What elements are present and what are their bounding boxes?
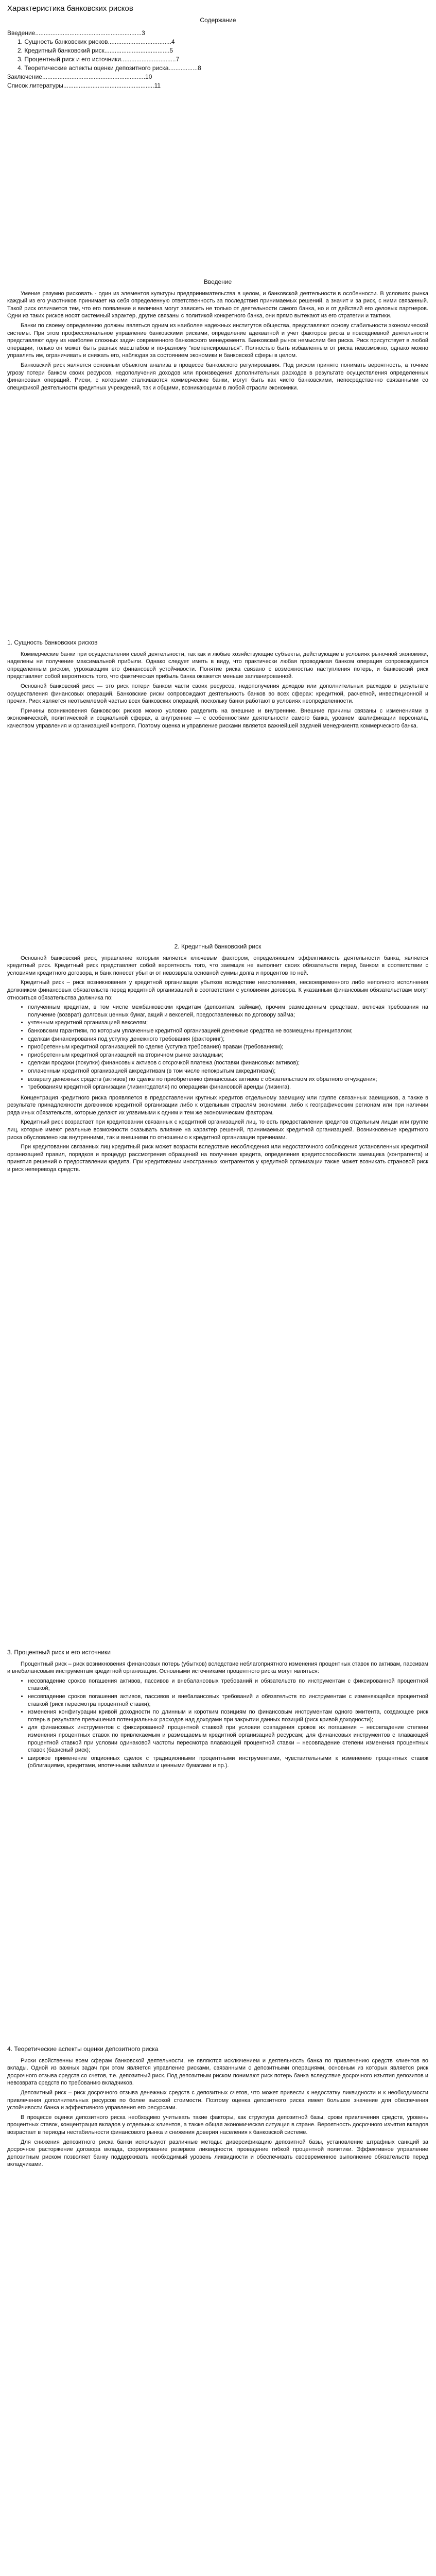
- list-item: • банковским гарантиям, по которым уплаченные кредитной организацией денежные средства не возмещены принципалом;: [28, 1027, 428, 1035]
- document-title: Характеристика банковских рисков: [7, 4, 133, 13]
- list-item: • сделкам продажи (покупки) финансовых активов с отсрочкой платежа (поставки финансовых активов);: [28, 1059, 428, 1067]
- intro-section: [7, 278, 428, 394]
- list-item: • требованиям кредитной организации (лизингодателя) по операциям финансовой аренды (лизинга).: [28, 1083, 428, 1091]
- table-of-contents: [7, 29, 265, 90]
- toc-entry: [7, 73, 265, 81]
- toc-entry-page: 10: [145, 73, 152, 80]
- list-item: • приобретенным кредитной организацией по сделке (уступка требования) правам (требованиям);: [28, 1043, 428, 1051]
- toc-entry-page: 8: [198, 64, 201, 72]
- toc-entry-label: 4. Теоретические аспекты оценки депозитного риска: [18, 64, 169, 72]
- section-3-intro: [7, 1660, 428, 1675]
- toc-entry: [7, 64, 265, 73]
- paragraph: Банки по своему определению должны являться одним из наиболее надежных институтов общества, представляют основу стабильности экономической системы. При этом профессиональное управление банковскими рисками, определение адекватной и учет факторов риска в повседневной деятельности представляют одну из наиболее сложных задач современного банковского менеджмента. Банковский рынок немыслим без риска. Риск присутствует в любой операции, только он может быть разных масштабов и по-разному "компенсироваться". Полностью быть избавленным от риска невозможно, однако можно управлять им, ограничивать и снижать его, наблюдая за состоянием экономики и банковской сферы в целом.: [7, 322, 428, 359]
- toc-dot-leader: ......................................: [104, 47, 170, 54]
- paragraph: Причины возникновения банковских рисков можно условно разделить на внешние и внутренние. Внешние причины связаны с изменениями в экономической, политической и социальной сферах, а внутренние — с особенностями деятельности самого банка, уровнем квалификации персонала, качеством управления и организацией контроля. Поэтому оценка и управление рисками является важнейшей задачей менеджмента коммерческого банка.: [7, 707, 428, 729]
- paragraph: Для снижения депозитного риска банки используют различные методы: диверсификацию депозитной базы, установление штрафных санкций за досрочное расторжение договора вклада, формирование резервов ликвидности, проведение гибкой процентной политики. Эффективное управление депозитным риском позволяет банку поддерживать необходимый уровень ликвидности и обеспечивать своевременное выполнение обязательств перед вкладчиками.: [7, 2139, 428, 2168]
- toc-entry-label: 2. Кредитный банковский риск: [18, 47, 104, 54]
- toc-dot-leader: .....................................................: [63, 82, 154, 89]
- list-item: • несовпадение сроков погашения активов, пассивов и внебалансовых требований и обязательств по инструментам с фиксированной процентной ставкой;: [28, 1677, 428, 1692]
- section-4: [7, 2045, 428, 2171]
- toc-entry-page: 3: [142, 29, 145, 37]
- section-1-body: [7, 651, 428, 730]
- list-item: • возврату денежных средств (активов) по сделке по приобретению финансовых активов с обязательством их обратного отчуждения;: [28, 1076, 428, 1083]
- toc-entry-page: 11: [154, 82, 161, 89]
- paragraph: Умение разумно рисковать - один из элементов культуры предпринимательства в целом, и банковской деятельности в особенности. В условиях рынка каждый из его участников принимает на себя определенную ответственность за последствия принимаемых решений, а значит и за риск, с ними связанный. Такой риск отличается тем, что его появление и величина могут зависеть не только от деятельности самого банка, но и от действий его деловых партнеров. Одни из таких рисков носят системный характер, другие связаны с политикой конкретного банка, они прямо вытекают из его стратегии и тактики.: [7, 290, 428, 319]
- section-1: [7, 639, 428, 732]
- section-4-heading: 4. Теоретические аспекты оценки депозитного риска: [7, 2045, 159, 2053]
- section-2-list: [7, 1004, 428, 1091]
- list-item: • изменения конфигурации кривой доходности по длинным и коротким позициям по финансовым инструментам одного эмитента, создающее риск потерь в результате превышения потенциальных расходов над доходами при закрытии данных позиций (риск кривой доходности);: [28, 1708, 428, 1723]
- toc-dot-leader: ..............................................................: [35, 29, 142, 37]
- paragraph: Основной банковский риск, управление которым является ключевым фактором, определяющим эффективность деятельности банка, является кредитный риск. Кредитный риск представляет собой вероятность того, что заемщик не выполнит своих обязательств перед банком в соответствии с условиями кредитного договора, и банк понесет убытки от невозврата основной суммы долга и процентов по ней.: [7, 955, 428, 976]
- toc-entry: [7, 81, 265, 90]
- list-item: • приобретенным кредитной организацией на вторичном рынке закладным;: [28, 1052, 428, 1059]
- paragraph: Депозитный риск – риск досрочного отзыва денежных средств с депозитных счетов, что может привести к недостатку ликвидности и к необходимости привлечения дополнительных ресурсов по более высокой стоимости. Поэтому оценка депозитного риска имеет большое значение для обеспечения устойчивости банка и эффективного управления его ресурсами.: [7, 2089, 428, 2111]
- section-2: [7, 943, 428, 1176]
- paragraph: В процессе оценки депозитного риска необходимо учитывать такие факторы, как структура депозитной базы, сроки привлечения средств, уровень процентных ставок, концентрация вкладов у отдельных клиентов, а также общая экономическая ситуация в стране. Вероятность досрочного изъятия вкладов возрастает в периоды нестабильности финансового рынка и снижения доверия населения к банковской системе.: [7, 2114, 428, 2136]
- toc-entry-label: 3. Процентный риск и его источники: [18, 56, 121, 63]
- section-2-heading: 2. Кредитный банковский риск: [174, 943, 261, 950]
- section-4-body: [7, 2057, 428, 2168]
- list-item: • сделкам финансирования под уступку денежного требования (факторинг);: [28, 1036, 428, 1043]
- section-3: [7, 1649, 428, 1773]
- toc-entry-page: 5: [169, 47, 173, 54]
- intro-heading: Введение: [203, 278, 232, 285]
- list-item: • полученным кредитам, в том числе межбанковским кредитам (депозитам, займам), прочим размещенным средствам, включая требования на получение (возврат) долговых ценных бумаг, акций и векселей, предоставленных по договору займа;: [28, 1004, 428, 1019]
- toc-entry: [7, 55, 265, 64]
- section-2-continued: [7, 1094, 428, 1174]
- list-item: • оплаченным кредитной организацией аккредитивам (в том числе непокрытым аккредитивам);: [28, 1067, 428, 1075]
- section-3-list: [7, 1677, 428, 1770]
- toc-dot-leader: .....................................: [108, 38, 171, 45]
- toc-entry-page: 4: [171, 38, 175, 45]
- toc-heading: Содержание: [200, 16, 236, 24]
- toc-entry-page: 7: [176, 56, 180, 63]
- paragraph: При кредитовании связанных лиц кредитный риск может возрасти вследствие несоблюдения или недостаточного соблюдения установленных кредитной организацией правил, порядков и процедур рассмотрения обращений на получение кредита, определения кредитоспособности заемщика (контрагента) и принятия решений о предоставлении кредита. При кредитовании иностранных контрагентов у кредитной организации также может возникать страновой риск и риск неперевода средств.: [7, 1144, 428, 1173]
- toc-entry-label: Список литературы: [7, 82, 63, 89]
- section-1-heading: 1. Сущность банковских рисков: [7, 639, 98, 646]
- toc-entry: [7, 46, 265, 55]
- toc-entry-label: 1. Сущность банковских рисков: [18, 38, 108, 45]
- paragraph: Основной банковский риск — это риск потери банком части своих ресурсов, недополучения доходов или дополнительных расходов в результате осуществления финансовых операций. Банковские риски сопровождают деятельность банков во всех сферах: кредитной, расчетной, инвестиционной и прочих. Риск является неотъемлемой частью всех банковских операций, поскольку банки работают в условиях неопределенности.: [7, 683, 428, 705]
- toc-dot-leader: ............................................................: [42, 73, 146, 80]
- paragraph: Риски свойственны всем сферам банковской деятельности, не являются исключением и деятельность банка по привлечению средств клиентов во вклады. Одной из важных задач при этом является управление рисками, связанными с депозитными операциями, основным из которых является риск досрочного отзыва средств со счетов, т.е. депозитный риск. Под депозитным риском понимают риск потерь банка вследствие досрочного изъятия депозитов и невозврата средств по требованию вкладчиков.: [7, 2057, 428, 2087]
- paragraph: Процентный риск – риск возникновения финансовых потерь (убытков) вследствие неблагоприятного изменения процентных ставок по активам, пассивам и внебалансовым инструментам кредитной организации. Основными источниками процентного риска могут являться:: [7, 1660, 428, 1675]
- paragraph: Концентрация кредитного риска проявляется в предоставлении крупных кредитов отдельному заемщику или группе связанных заемщиков, а также в результате принадлежности должников кредитной организации либо к отдельным отраслям экономики, либо к географическим регионам или при наличии ряда иных обязательств, которые делают их уязвимыми к одним и тем же экономическим факторам.: [7, 1094, 428, 1116]
- paragraph: Кредитный риск возрастает при кредитовании связанных с кредитной организацией лиц, то есть предоставлении кредитов отдельным лицам или группе лиц, которые имеют реальные возможности оказывать влияние на характер решений, принимаемых кредитной организацией. Возникновение кредитного риска обусловлено как внутренними, так и внешними по отношению к кредитной организации причинами.: [7, 1119, 428, 1141]
- list-item: • учтенным кредитной организацией векселям;: [28, 1019, 428, 1027]
- paragraph: Кредитный риск – риск возникновения у кредитной организации убытков вследствие неисполнения, несвоевременного либо неполного исполнения должником финансовых обязательств перед кредитной организацией в соответствии с условиями договора. К указанным финансовым обязательствам могут относиться обязательства должника по:: [7, 979, 428, 1001]
- section-3-heading: 3. Процентный риск и его источники: [7, 1649, 111, 1656]
- paragraph: Коммерческие банки при осуществлении своей деятельности, так как и любые хозяйствующие субъекты, действующие в условиях рыночной экономики, наделены ни получение максимальной прибыли. Однако следует иметь в виду, что практически любая проводимая банком операция сопровождается определенным риском, угрожающим его финансовой устойчивости. Понятие риска связано с возможностью наступления потерь, и банковский риск представляет собой вероятность того, что фактическая прибыль банка окажется меньше запланированной.: [7, 651, 428, 680]
- list-item: • широкое применение опционных сделок с традиционными процентными инструментами, чувствительными к изменению процентных ставок (облигациями, кредитами, ипотечными займами и ценными бумагами и пр.).: [28, 1755, 428, 1770]
- list-item: • для финансовых инструментов с фиксированной процентной ставкой при условии совпадения сроков их погашения – несовпадение степени изменения процентных ставок по привлекаемым и размещаемым кредитной организацией ресурсам; для финансовых инструментов с плавающей процентной ставкой при условии одинаковой частоты пересмотра плавающей процентной ставки – несовпадение степени изменения процентных ставок (базисный риск);: [28, 1724, 428, 1754]
- toc-dot-leader: .................: [168, 64, 198, 72]
- section-2-intro: [7, 955, 428, 1002]
- intro-body: [7, 290, 428, 392]
- list-item: • несовпадение сроков погашения активов, пассивов и внебалансовых требований и обязательств по инструментам с изменяющейся процентной ставкой (риск пересмотра процентной ставки);: [28, 1693, 428, 1708]
- toc-entry: [7, 29, 265, 38]
- toc-entry-label: Заключение: [7, 73, 42, 80]
- paragraph: Банковский риск является основным объектом анализа в процессе банковского регулирования. Под риском принято понимать вероятность, а точнее угрозу потери банком своих ресурсов, недополучения доходов или произведения дополнительных расходов в результате осуществления определенных финансовых операций. Риски, с которыми сталкиваются коммерческие банки, могут быть как чисто банковскими, непосредственно связанными со спецификой деятельности кредитных учреждений, так и общими, возникающими в любой отрасли экономики.: [7, 362, 428, 391]
- toc-entry: [7, 38, 265, 46]
- toc-dot-leader: ................................: [120, 56, 176, 63]
- toc-entry-label: Введение: [7, 29, 36, 37]
